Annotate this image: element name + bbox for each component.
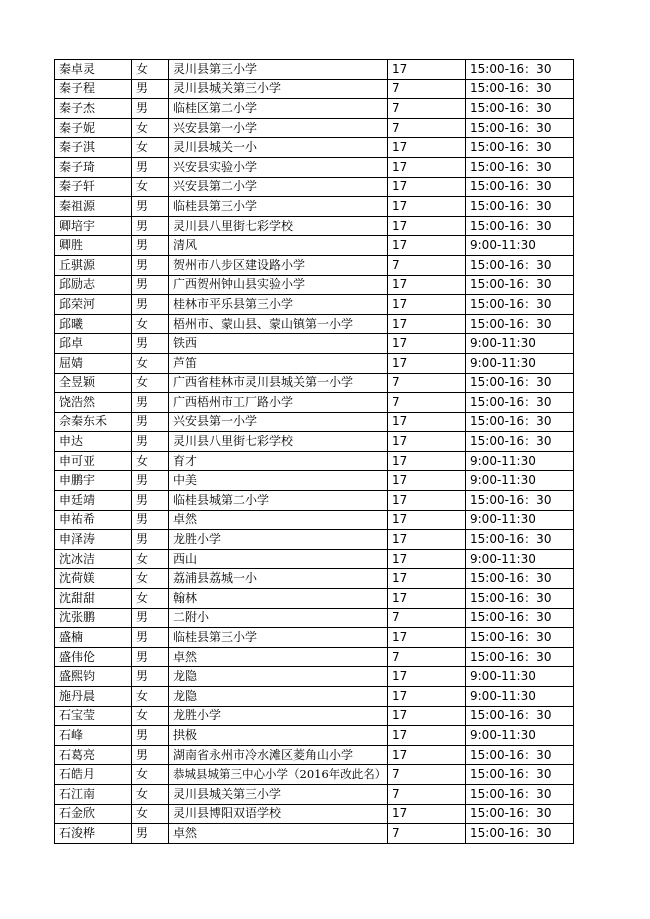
grade-cell: 17 (388, 236, 466, 256)
time-cell: 15:00-16：30 (466, 784, 574, 804)
table-row (55, 745, 574, 765)
name-cell: 屈婧 (55, 353, 132, 373)
name-cell: 丘骐源 (55, 255, 132, 275)
name-cell: 邱曦 (55, 314, 132, 334)
school-cell: 恭城县城第三中心小学（2016年改此名） (169, 765, 388, 785)
grade-cell: 17 (388, 628, 466, 648)
time-cell: 15:00-16：30 (466, 216, 574, 236)
gender-cell: 女 (132, 177, 169, 197)
gender-cell: 女 (132, 314, 169, 334)
gender-cell: 男 (132, 275, 169, 295)
grade-cell: 7 (388, 255, 466, 275)
table-row (55, 393, 574, 413)
school-cell: 灵川县博阳双语学校 (169, 804, 388, 824)
school-cell: 兴安县实验小学 (169, 157, 388, 177)
grade-cell: 17 (388, 295, 466, 315)
school-cell: 荔浦县荔城一小 (169, 569, 388, 589)
school-cell: 湖南省永州市冷水滩区菱角山小学 (169, 745, 388, 765)
gender-cell: 女 (132, 784, 169, 804)
grade-cell: 17 (388, 589, 466, 609)
grade-cell: 17 (388, 138, 466, 158)
gender-cell: 男 (132, 530, 169, 550)
grade-cell: 17 (388, 157, 466, 177)
grade-cell: 7 (388, 393, 466, 413)
time-cell: 15:00-16：30 (466, 647, 574, 667)
gender-cell: 女 (132, 687, 169, 707)
time-cell: 15:00-16：30 (466, 804, 574, 824)
gender-cell: 男 (132, 432, 169, 452)
name-cell: 秦卓灵 (55, 60, 132, 80)
gender-cell: 女 (132, 706, 169, 726)
table-row (55, 804, 574, 824)
gender-cell: 女 (132, 804, 169, 824)
gender-cell: 男 (132, 236, 169, 256)
time-cell: 15:00-16：30 (466, 412, 574, 432)
table-row (55, 824, 574, 844)
name-cell: 申可亚 (55, 451, 132, 471)
name-cell: 秦子程 (55, 79, 132, 99)
name-cell: 秦子淇 (55, 138, 132, 158)
table-row (55, 608, 574, 628)
grade-cell: 7 (388, 647, 466, 667)
student-table (54, 59, 574, 844)
table-row (55, 99, 574, 119)
name-cell: 秦子妮 (55, 118, 132, 138)
table-row (55, 138, 574, 158)
gender-cell: 女 (132, 765, 169, 785)
time-cell: 15:00-16：30 (466, 177, 574, 197)
gender-cell: 男 (132, 79, 169, 99)
table-row (55, 510, 574, 530)
school-cell: 铁西 (169, 334, 388, 354)
name-cell: 申达 (55, 432, 132, 452)
school-cell: 临桂县第三小学 (169, 628, 388, 648)
gender-cell: 女 (132, 451, 169, 471)
grade-cell: 17 (388, 216, 466, 236)
gender-cell: 男 (132, 99, 169, 119)
school-cell: 拱极 (169, 726, 388, 746)
time-cell: 9:00-11:30 (466, 667, 574, 687)
table-row (55, 451, 574, 471)
school-cell: 育才 (169, 451, 388, 471)
time-cell: 15:00-16：30 (466, 157, 574, 177)
gender-cell: 男 (132, 157, 169, 177)
grade-cell: 7 (388, 79, 466, 99)
school-cell: 梧州市、蒙山县、蒙山镇第一小学 (169, 314, 388, 334)
name-cell: 卿培宇 (55, 216, 132, 236)
table-row (55, 157, 574, 177)
school-cell: 二附小 (169, 608, 388, 628)
time-cell: 15:00-16：30 (466, 373, 574, 393)
grade-cell: 17 (388, 549, 466, 569)
school-cell: 临桂县第三小学 (169, 197, 388, 217)
grade-cell: 7 (388, 99, 466, 119)
gender-cell: 男 (132, 255, 169, 275)
grade-cell: 17 (388, 197, 466, 217)
name-cell: 申泽涛 (55, 530, 132, 550)
name-cell: 佘秦东禾 (55, 412, 132, 432)
gender-cell: 女 (132, 138, 169, 158)
table-row (55, 60, 574, 80)
gender-cell: 男 (132, 726, 169, 746)
name-cell: 沈张鹏 (55, 608, 132, 628)
grade-cell: 17 (388, 569, 466, 589)
time-cell: 15:00-16：30 (466, 275, 574, 295)
name-cell: 秦子琦 (55, 157, 132, 177)
name-cell: 秦子杰 (55, 99, 132, 119)
gender-cell: 男 (132, 197, 169, 217)
gender-cell: 男 (132, 647, 169, 667)
grade-cell: 17 (388, 334, 466, 354)
school-cell: 龙胜小学 (169, 530, 388, 550)
grade-cell: 17 (388, 745, 466, 765)
time-cell: 15:00-16：30 (466, 60, 574, 80)
school-cell: 兴安县第一小学 (169, 412, 388, 432)
time-cell: 9:00-11:30 (466, 451, 574, 471)
name-cell: 秦子轩 (55, 177, 132, 197)
name-cell: 秦祖源 (55, 197, 132, 217)
table-row (55, 726, 574, 746)
gender-cell: 男 (132, 510, 169, 530)
time-cell: 15:00-16：30 (466, 197, 574, 217)
gender-cell: 男 (132, 667, 169, 687)
name-cell: 石皓月 (55, 765, 132, 785)
school-cell: 桂林市平乐县第三小学 (169, 295, 388, 315)
grade-cell: 17 (388, 706, 466, 726)
name-cell: 邱卓 (55, 334, 132, 354)
name-cell: 邱励志 (55, 275, 132, 295)
time-cell: 15:00-16：30 (466, 118, 574, 138)
table-row (55, 471, 574, 491)
table-row (55, 412, 574, 432)
gender-cell: 男 (132, 824, 169, 844)
gender-cell: 女 (132, 589, 169, 609)
name-cell: 邱荣河 (55, 295, 132, 315)
name-cell: 卿胜 (55, 236, 132, 256)
school-cell: 临桂区第二小学 (169, 99, 388, 119)
time-cell: 15:00-16：30 (466, 491, 574, 511)
name-cell: 盛楠 (55, 628, 132, 648)
gender-cell: 男 (132, 334, 169, 354)
grade-cell: 17 (388, 275, 466, 295)
grade-cell: 17 (388, 432, 466, 452)
gender-cell: 男 (132, 491, 169, 511)
table-row (55, 432, 574, 452)
gender-cell: 男 (132, 295, 169, 315)
gender-cell: 女 (132, 118, 169, 138)
time-cell: 9:00-11:30 (466, 726, 574, 746)
table-row (55, 784, 574, 804)
grade-cell: 7 (388, 118, 466, 138)
table-row (55, 79, 574, 99)
time-cell: 15:00-16：30 (466, 824, 574, 844)
table-row (55, 216, 574, 236)
time-cell: 15:00-16：30 (466, 589, 574, 609)
table-row (55, 530, 574, 550)
time-cell: 15:00-16：30 (466, 314, 574, 334)
table-row (55, 628, 574, 648)
school-cell: 清风 (169, 236, 388, 256)
school-cell: 卓然 (169, 510, 388, 530)
grade-cell: 17 (388, 451, 466, 471)
time-cell: 9:00-11:30 (466, 687, 574, 707)
name-cell: 沈冰洁 (55, 549, 132, 569)
gender-cell: 女 (132, 60, 169, 80)
table-row (55, 569, 574, 589)
grade-cell: 17 (388, 491, 466, 511)
grade-cell: 17 (388, 510, 466, 530)
school-cell: 西山 (169, 549, 388, 569)
gender-cell: 男 (132, 216, 169, 236)
time-cell: 15:00-16：30 (466, 295, 574, 315)
school-cell: 灵川县城关第三小学 (169, 784, 388, 804)
table-row (55, 549, 574, 569)
grade-cell: 17 (388, 726, 466, 746)
table-row (55, 706, 574, 726)
grade-cell: 7 (388, 765, 466, 785)
gender-cell: 女 (132, 549, 169, 569)
time-cell: 9:00-11:30 (466, 236, 574, 256)
grade-cell: 7 (388, 373, 466, 393)
grade-cell: 17 (388, 353, 466, 373)
table-row (55, 334, 574, 354)
table-row (55, 197, 574, 217)
time-cell: 15:00-16：30 (466, 432, 574, 452)
name-cell: 申祐希 (55, 510, 132, 530)
school-cell: 龙胜小学 (169, 706, 388, 726)
time-cell: 15:00-16：30 (466, 628, 574, 648)
time-cell: 15:00-16：30 (466, 530, 574, 550)
grade-cell: 7 (388, 608, 466, 628)
grade-cell: 17 (388, 471, 466, 491)
table-row (55, 589, 574, 609)
time-cell: 15:00-16：30 (466, 99, 574, 119)
grade-cell: 17 (388, 804, 466, 824)
time-cell: 15:00-16：30 (466, 745, 574, 765)
time-cell: 9:00-11:30 (466, 471, 574, 491)
school-cell: 灵川县八里街七彩学校 (169, 216, 388, 236)
school-cell: 临桂县城第二小学 (169, 491, 388, 511)
school-cell: 灵川县城关第三小学 (169, 79, 388, 99)
time-cell: 9:00-11:30 (466, 549, 574, 569)
name-cell: 沈荷媄 (55, 569, 132, 589)
name-cell: 石峰 (55, 726, 132, 746)
table-row (55, 491, 574, 511)
time-cell: 9:00-11:30 (466, 510, 574, 530)
name-cell: 盛伟伦 (55, 647, 132, 667)
school-cell: 卓然 (169, 647, 388, 667)
grade-cell: 17 (388, 177, 466, 197)
gender-cell: 女 (132, 373, 169, 393)
gender-cell: 女 (132, 569, 169, 589)
name-cell: 施丹晨 (55, 687, 132, 707)
school-cell: 广西梧州市工厂路小学 (169, 393, 388, 413)
table-row (55, 314, 574, 334)
school-cell: 芦笛 (169, 353, 388, 373)
school-cell: 广西贺州钟山县实验小学 (169, 275, 388, 295)
school-cell: 贺州市八步区建设路小学 (169, 255, 388, 275)
gender-cell: 男 (132, 471, 169, 491)
time-cell: 9:00-11:30 (466, 353, 574, 373)
gender-cell: 女 (132, 353, 169, 373)
table-row (55, 373, 574, 393)
grade-cell: 7 (388, 824, 466, 844)
grade-cell: 17 (388, 412, 466, 432)
gender-cell: 男 (132, 393, 169, 413)
school-cell: 兴安县第一小学 (169, 118, 388, 138)
school-cell: 卓然 (169, 824, 388, 844)
time-cell: 15:00-16：30 (466, 255, 574, 275)
name-cell: 石葛亮 (55, 745, 132, 765)
table-row (55, 295, 574, 315)
gender-cell: 男 (132, 628, 169, 648)
table-row (55, 275, 574, 295)
gender-cell: 男 (132, 412, 169, 432)
table-row (55, 255, 574, 275)
name-cell: 石金欣 (55, 804, 132, 824)
grade-cell: 17 (388, 60, 466, 80)
school-cell: 广西省桂林市灵川县城关第一小学 (169, 373, 388, 393)
name-cell: 饶浩然 (55, 393, 132, 413)
time-cell: 15:00-16：30 (466, 138, 574, 158)
name-cell: 全昱颖 (55, 373, 132, 393)
school-cell: 龙隐 (169, 667, 388, 687)
school-cell: 兴安县第二小学 (169, 177, 388, 197)
time-cell: 15:00-16：30 (466, 393, 574, 413)
table-row (55, 353, 574, 373)
gender-cell: 男 (132, 745, 169, 765)
school-cell: 灵川县城关一小 (169, 138, 388, 158)
school-cell: 龙隐 (169, 687, 388, 707)
time-cell: 15:00-16：30 (466, 569, 574, 589)
time-cell: 15:00-16：30 (466, 706, 574, 726)
name-cell: 石浚桦 (55, 824, 132, 844)
name-cell: 沈甜甜 (55, 589, 132, 609)
name-cell: 盛熙钧 (55, 667, 132, 687)
table-row (55, 667, 574, 687)
table-row (55, 647, 574, 667)
time-cell: 9:00-11:30 (466, 334, 574, 354)
school-cell: 中美 (169, 471, 388, 491)
time-cell: 15:00-16：30 (466, 608, 574, 628)
table-row (55, 687, 574, 707)
time-cell: 15:00-16：30 (466, 765, 574, 785)
grade-cell: 17 (388, 314, 466, 334)
school-cell: 灵川县第三小学 (169, 60, 388, 80)
table-body (55, 60, 574, 844)
table-row (55, 118, 574, 138)
name-cell: 石江南 (55, 784, 132, 804)
table-row (55, 236, 574, 256)
name-cell: 申廷靖 (55, 491, 132, 511)
school-cell: 灵川县八里街七彩学校 (169, 432, 388, 452)
grade-cell: 17 (388, 687, 466, 707)
grade-cell: 17 (388, 530, 466, 550)
name-cell: 申鹏宇 (55, 471, 132, 491)
grade-cell: 7 (388, 784, 466, 804)
gender-cell: 男 (132, 608, 169, 628)
grade-cell: 17 (388, 667, 466, 687)
table-row (55, 765, 574, 785)
school-cell: 翰林 (169, 589, 388, 609)
name-cell: 石宝莹 (55, 706, 132, 726)
table-row (55, 177, 574, 197)
time-cell: 15:00-16：30 (466, 79, 574, 99)
